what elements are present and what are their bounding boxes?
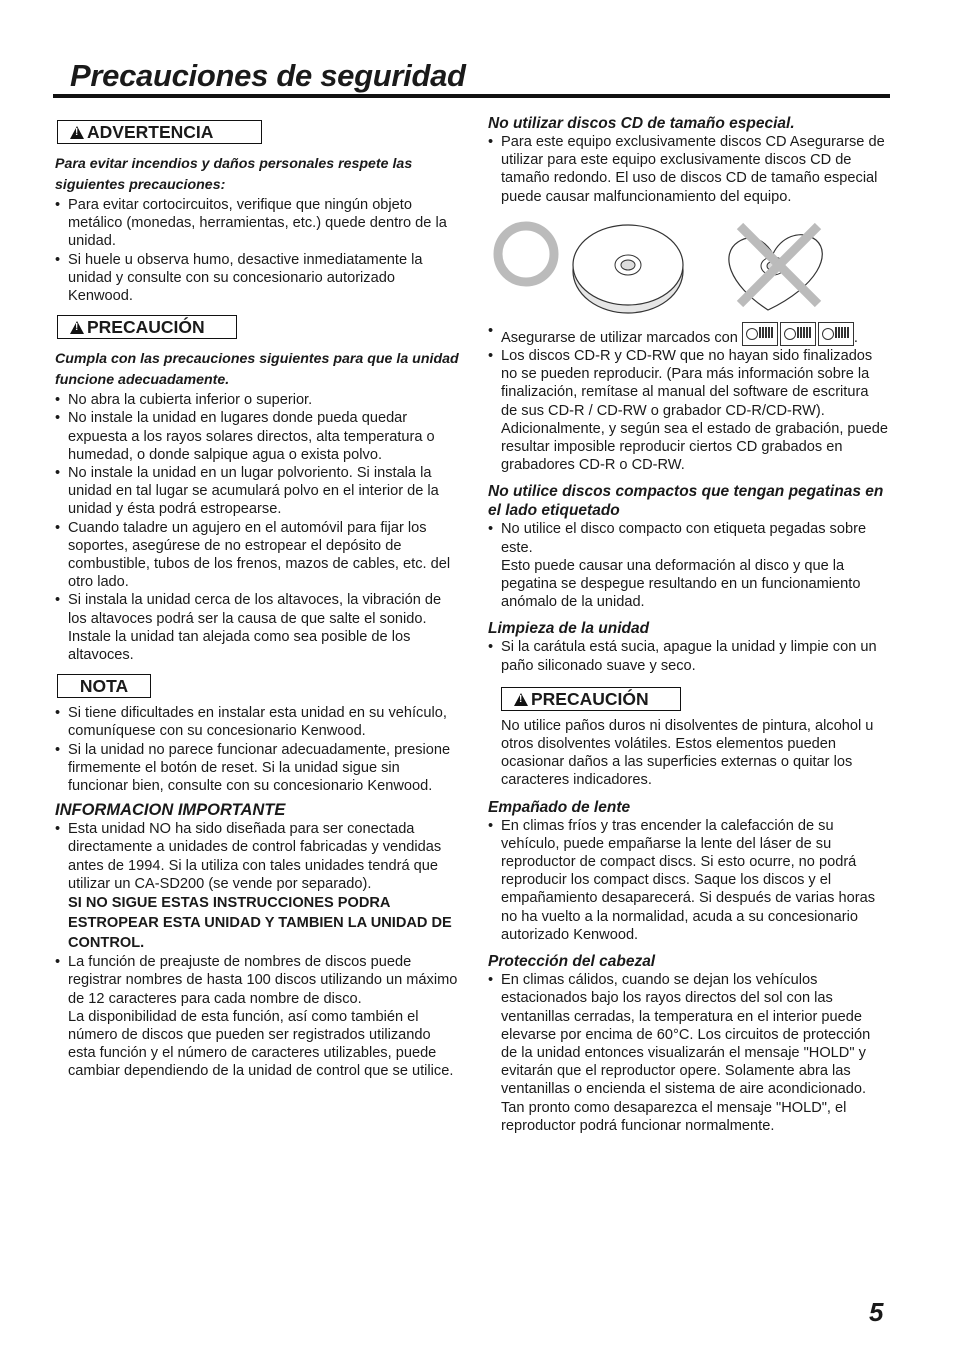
head-list — [488, 971, 888, 1135]
stickers-paragraph: Esto puede causar una deformación al disco y que la pegatina se despegue resultando en un funcionamiento anómalo de la unidad. — [501, 557, 861, 611]
marks-text: Asegurarse de utilizar marcados con — [501, 329, 738, 346]
precaucion2-text: No utilice paños duros ni disolventes de pintura, alcohol u otros disolventes volátiles. Estos elementos pueden ocasionar daños a las superficies externas o quitar los caracteres indicadores. — [501, 717, 874, 789]
precaucion-box — [57, 315, 237, 339]
info-paragraph: La disponibilidad de esta función, así como también el número de discos que pueden ser registrados utilizando esta función y el número de caracteres utilizables, puede cambiar dependiendo de la unidad de control que se utilice. — [68, 1008, 454, 1080]
list-item: • Si la carátula está sucia, apague la unidad y limpie con un paño siliconado suave y seco. — [488, 638, 888, 674]
list-item: • No instale la unidad en un lugar polvoriento. Si instala la unidad en tal lugar se acumulará polvo en el interior de la unidad y ésta podrá estropearse. — [55, 464, 460, 519]
title-rule — [53, 94, 890, 98]
page-title: Precauciones de seguridad — [70, 58, 466, 93]
warning-triangle-icon — [514, 693, 528, 706]
list-item: • Cuando taladre un agujero en el automóvil para fijar los soportes, asegúrese de no estropear el depósito de combustible, tubos de los frenos, mazos de cables, etc. del otro lado. — [55, 519, 460, 592]
info-list — [55, 820, 460, 893]
nota-label: NOTA — [79, 676, 129, 697]
warning-triangle-icon — [70, 321, 84, 334]
left-column — [55, 118, 460, 1081]
info-list-2 — [55, 953, 460, 1008]
disc-illustrations — [488, 214, 888, 322]
nota-list — [55, 704, 460, 795]
precaucion-label: PRECAUCIÓN — [87, 317, 205, 338]
cd-special-list — [488, 133, 888, 206]
advertencia-list — [55, 196, 460, 305]
cd-special-heading: No utilizar discos CD de tamaño especial. — [488, 115, 795, 132]
cd-logos — [742, 322, 854, 346]
list-item: • No instale la unidad en lugares donde pueda quedar expuesta a los rayos solares directos, alta temperatura o humedad, o donde salpique agua o exista polvo. — [55, 409, 460, 464]
info-heading: INFORMACION IMPORTANTE — [55, 801, 286, 820]
list-item: • Si la unidad no parece funcionar adecuadamente, presione firmemente el botón de reset. Si la unidad sigue sin funcionar bien, consulte con su concesionario Kenwood. — [55, 741, 460, 796]
advertencia-label: ADVERTENCIA — [87, 122, 214, 142]
list-item: • En climas cálidos, cuando se dejan los vehículos estacionados bajo los rayos directos del sol con las ventanillas cerradas, la temperatura en el interior puede elevarse por encima de 60°C. Los circuitos de protección de la unidad entonces visualizarán el mensaje "HOLD" y evitarán que el reproductor opere. Solamente abra las ventanillas o encienda el sistema de aire acondicionado. Tan pronto como desaparezca el mensaje "HOLD", el reproductor podrá funcionar normalmente. — [488, 971, 888, 1135]
list-item: • Para evitar cortocircuitos, verifique que ningún objeto metálico (monedas, herramientas, etc.) quede dentro de la unidad. — [55, 196, 460, 251]
precaucion2-label: PRECAUCIÓN — [531, 688, 649, 709]
cleaning-list — [488, 638, 888, 674]
heart-disc-ng-image — [729, 226, 822, 310]
page-number: 5 — [869, 1297, 884, 1327]
info-caps-warning: SI NO SIGUE ESTAS INSTRUCCIONES PODRA ESTROPEAR ESTA UNIDAD Y TAMBIEN LA UNIDAD DE CONTROL. — [68, 895, 452, 952]
advertencia-box — [57, 120, 262, 144]
list-item: • No abra la cubierta inferior o superior. — [55, 391, 460, 409]
compact-disc-recordable-logo-icon — [780, 322, 816, 346]
compact-disc-rewritable-logo-icon — [818, 322, 854, 346]
fog-heading: Empañado de lente — [488, 798, 631, 816]
list-item: • Los discos CD-R y CD-RW que no hayan sido finalizados no se pueden reproducir. (Para más información sobre la finalización, remítase al manual del software de escritura de sus CD-R / CD-RW o grabador CD-R/CD-RW). Adicionalmente, y según sea el estado de grabación, puede resultar imposible reproducir ciertos CD grabados en grabadores CD-R o CD-RW. — [488, 347, 888, 474]
advertencia-lead: Para evitar incendios y daños personales respete las siguientes precauciones: — [55, 156, 413, 193]
precaucion2-box — [501, 687, 681, 711]
list-item: • En climas fríos y tras encender la calefacción de su vehículo, puede empañarse la lente del láser de su reproductor de compact discs. Si esto ocurre, no podrá reproducir los compact discs. Saque los discos y el empañamiento desaparecerá. Si después de varias horas no ha vuelto a la normalidad, acuda a su concesionario autorizado Kenwood. — [488, 817, 888, 944]
fog-list — [488, 817, 888, 944]
list-item: • No utilice el disco compacto con etiqueta pegadas sobre este. — [488, 520, 888, 556]
precaucion-list — [55, 391, 460, 664]
compact-disc-logo-icon — [742, 322, 778, 346]
stickers-list — [488, 520, 888, 556]
round-disc-ok-image — [498, 225, 683, 313]
stickers-heading: No utilice discos compactos que tengan pegatinas en el lado etiquetado — [488, 483, 884, 520]
list-item: • Si tiene dificultades en instalar esta unidad en su vehículo, comuníquese con su concesionario Kenwood. — [55, 704, 460, 740]
list-item: • Para este equipo exclusivamente discos CD Asegurarse de utilizar para este equipo exclusivamente discos CD de tamaño redondo. El uso de discos CD de tamaño especial puede causar malfuncionamiento del equipo. — [488, 133, 888, 206]
precaucion2-wrap — [488, 685, 888, 717]
warning-triangle-icon — [70, 126, 84, 139]
right-column — [488, 114, 888, 1135]
cd-marks-list — [488, 322, 888, 475]
cleaning-heading: Limpieza de la unidad — [488, 620, 650, 638]
disc-illustration-svg — [488, 214, 888, 322]
list-item: • Esta unidad NO ha sido diseñada para ser conectada directamente a unidades de control fabricadas y vendidas antes de 1994. Si la utiliza con tales unidades tendrá que utilizar un CA-SD200 (se vende por separado). — [55, 820, 460, 893]
head-heading: Protección del cabezal — [488, 953, 656, 971]
precaucion-lead: Cumpla con las precauciones siguientes para que la unidad funcione adecuadamente. — [55, 351, 459, 389]
list-item: • Si instala la unidad cerca de los altavoces, la vibración de los altavoces podrá ser la causa de que salte el sonido. Instale la unidad tan alejada como sea posible de los altavoces. — [55, 591, 460, 664]
list-item: • Si huele u observa humo, desactive inmediatamente la unidad y consulte con su concesionario autorizado Kenwood. — [55, 251, 460, 306]
marks-text-end: . — [853, 329, 858, 346]
nota-box — [57, 674, 151, 698]
list-item — [488, 322, 888, 347]
list-item: • La función de preajuste de nombres de discos puede registrar nombres de hasta 100 discos utilizando un máximo de 12 caracteres para cada nombre de disco. — [55, 953, 460, 1008]
